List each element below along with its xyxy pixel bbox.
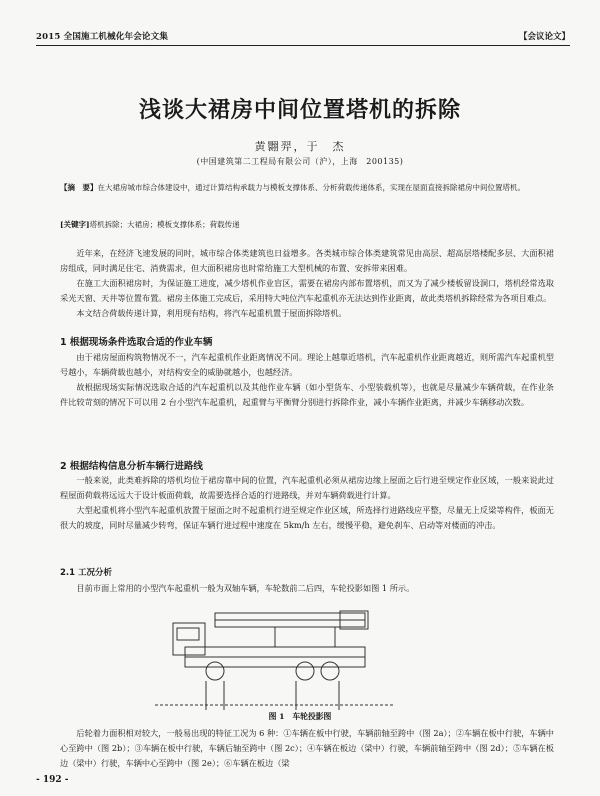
subsection-2-1-heading: 2.1 工况分析 — [60, 568, 113, 578]
header-section-label: 【会议论文】 — [518, 32, 570, 42]
rear-wheel-2 — [321, 662, 339, 680]
paper-authors: 黄翾羿，于 杰 — [254, 140, 346, 153]
intro-paragraph: 本文结合荷载传递计算，利用现有结构，将汽车起重机置于屋面拆除塔机。 — [76, 308, 347, 318]
figure-1-caption: 图 1 车轮投影图 — [268, 712, 332, 721]
section-2-paragraph: 大型起重机将小型汽车起重机放置于屋面之时不起重机行进至规定作业区域，所选择行进路线应平整，尽量无上反梁等构件，板面无很大的坡度，同时尽量减少转弯，保证车辆行进过程中速度在 5km/h 左右，缓慢平稳，避免刹车、启动等对楼面的冲击。 — [60, 505, 554, 530]
crane-turntable — [275, 627, 335, 647]
rear-wheel-1 — [296, 662, 314, 680]
section-2-heading: 2 根据结构信息分析车辆行进路线 — [60, 461, 203, 472]
intro-paragraph: 近年来，在经济飞速发展的同时，城市综合体类建筑也日益增多。各类城市综合体类建筑常见由高层、超高层塔楼配多层、大面积裙房组成，同时满足住宅、消费需求，但大面积裙房也时常给施工大型机械的布置、安拆带来困难。 — [60, 248, 554, 273]
running-header — [36, 30, 570, 46]
intro-paragraph: 在施工大面积裙房时，为保证施工进度，减少塔机作业盲区，需要在裙房内部布置塔机，而又为了减少楼板留设洞口，塔机经常选取采光天窗、天井等位置布置。裙房主体施工完成后，采用特大吨位汽车起重机亦无法达到作业距离，故此类塔机拆除经常为各项目难点。 — [60, 278, 554, 303]
front-wheel — [206, 662, 224, 680]
cab-window — [177, 628, 199, 640]
figure-1-wheel-projection — [155, 595, 395, 710]
section-2-paragraph: 一般来说，此类难拆除的塔机均位于裙房靠中间的位置，汽车起重机必须从裙房边缘上屋面之后行进至规定作业区域，一般来说此过程屋面荷载将远远大于设计板面荷载，故需要选择合适的行进路线，并对车辆荷载进行计算。 — [60, 475, 554, 500]
introduction — [60, 246, 554, 321]
subsection-2-1-body — [60, 581, 554, 596]
paper-title: 浅谈大裙房中间位置塔机的拆除 — [138, 98, 461, 123]
crane-truck-drawing — [155, 595, 395, 710]
subsection-2-1-paragraph: 目前市面上常用的小型汽车起重机一般为双轴车辆，车轮数前二后四，车轮投影如图 1 所示。 — [76, 583, 415, 593]
header-divider — [36, 45, 570, 46]
section-1-heading: 1 根据现场条件选取合适的作业车辆 — [60, 337, 213, 348]
keywords — [60, 219, 554, 230]
section-1-body — [60, 350, 554, 410]
section-1-paragraph: 由于裙房屋面构筑物情况不一，汽车起重机作业距离情况不同。理论上越靠近塔机，汽车起重机作业距离越近，则所需汽车起重机型号越小，车辆荷载也越小，对结构安全的威胁就越小，也越经济。 — [60, 352, 554, 377]
page-number: - 192 - — [36, 775, 69, 785]
keywords-label: [关键字] — [60, 220, 90, 229]
header-journal-title: 2015 全国施工机械化年会论文集 — [36, 32, 169, 42]
section-2-body — [60, 473, 554, 533]
tail-body — [60, 726, 554, 771]
abstract-text: 在大裙房城市综合体建设中，通过计算结构承载力与模板支撑体系、分析荷载传递体系，实现在屋面直接拆除裙房中间位置塔机。 — [97, 183, 525, 192]
section-1-paragraph: 故根据现场实际情况选取合适的汽车起重机以及其他作业车辆（如小型货车、小型装载机等），也就是尽量减少车辆荷载，在作业条件比较苛刻的情况下可以用 2 台小型汽车起重机，起重臂与平衡臂分别进行拆除作业，减小车辆作业距离，并减少车辆移动次数。 — [60, 382, 554, 407]
keywords-text: 塔机拆除；大裙房；模板支撑体系；荷载传递 — [89, 220, 240, 229]
abstract — [60, 181, 554, 195]
abstract-label: 【摘 要】 — [60, 183, 98, 192]
paper-affiliation: (中国建筑第二工程局有限公司（沪），上海 200135) — [196, 157, 404, 166]
tail-paragraph: 后轮着力面积相对较大，一般易出现的特征工况为 6 种：①车辆在板中行驶，车辆前轴至跨中（图 2a）；②车辆在板中行驶，车辆中心至跨中（图 2b）；③车辆在板中行驶，车辆后轴至跨中（图 2c）；④车辆在板边（梁中）行驶，车辆前轴至跨中（图 2d）；⑤车辆在板边（梁中）行驶，车辆中心至跨中（图 2e）；⑥车辆在板边（梁 — [60, 728, 554, 768]
